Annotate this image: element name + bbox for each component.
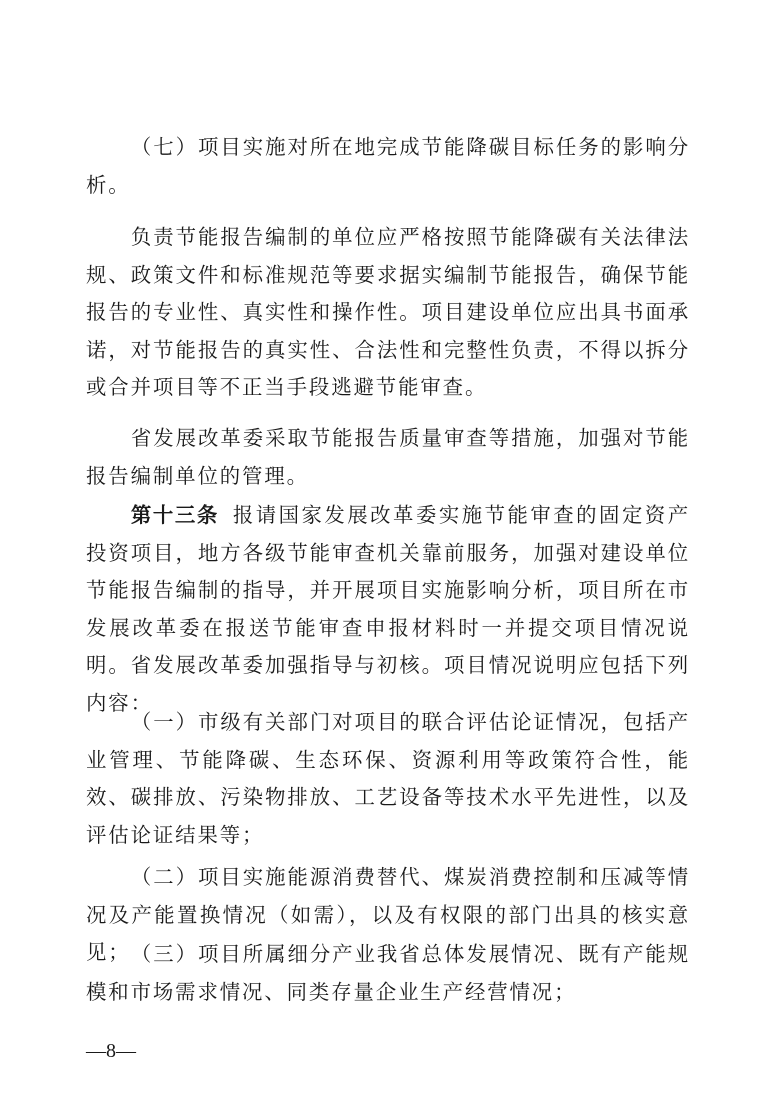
paragraph-item-7: （七）项目实施对所在地完成节能降碳目标任务的影响分析。: [86, 135, 690, 197]
paragraph-report-requirements: 负责节能报告编制的单位应严格按照节能降碳有关法律法规、政策文件和标准规范等要求据实编制节能报告，确保节能报告的专业性、真实性和操作性。项目建设单位应出具书面承诺，对节能报告的真实性、合法性和完整性负责，不得以拆分或合并项目等不正当手段逃避节能审查。: [86, 225, 690, 399]
page-number: —8—: [86, 1040, 136, 1062]
paragraph-item-2: （二）项目实施能源消费替代、煤炭消费控制和压减等情况及产能置换情况（如需），以及有权限的部门出具的核实意见；: [86, 865, 690, 964]
paragraph-provincial-management: 省发展改革委采取节能报告质量审查等措施，加强对节能报告编制单位的管理。: [86, 426, 690, 488]
paragraph-item-3: （三）项目所属细分产业我省总体发展情况、既有产能规模和市场需求情况、同类存量企业生产经营情况；: [86, 942, 690, 1004]
paragraph-article-13: 第十三条 报请国家发展改革委实施节能审查的固定资产投资项目，地方各级节能审查机关靠前服务，加强对建设单位节能报告编制的指导，并开展项目实施影响分析，项目所在市发展改革委在报送节能审查申报材料时一并提交项目情况说明。省发展改革委加强指导与初核。项目情况说明应包括下列内容：: [86, 503, 691, 715]
article-heading: 第十三条: [130, 503, 219, 527]
paragraph-item-1: （一）市级有关部门对项目的联合评估论证情况，包括产业管理、节能降碳、生态环保、资源利用等政策符合性，能效、碳排放、污染物排放、工艺设备等技术水平先进性，以及评估论证结果等；: [86, 710, 690, 847]
